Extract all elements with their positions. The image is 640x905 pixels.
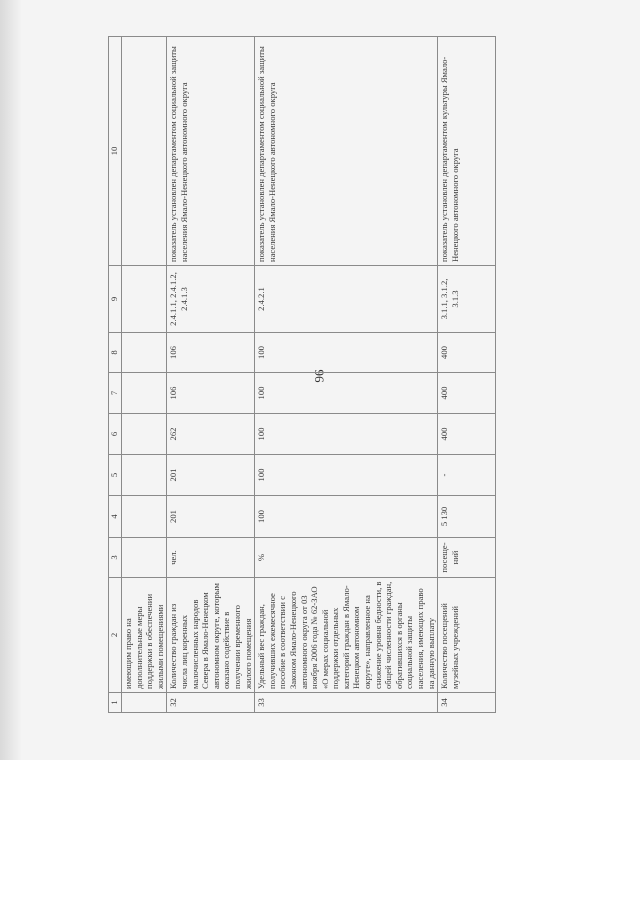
header-cell: 8 [109, 333, 122, 373]
value-cell [122, 373, 167, 414]
table-row [438, 37, 496, 713]
value-cell [122, 333, 167, 373]
header-cell: 10 [109, 37, 122, 266]
unit-cell [122, 538, 167, 578]
table-row [255, 37, 438, 713]
value-cell: 400 [438, 373, 496, 414]
value-cell: 100 [255, 496, 438, 538]
table-rotated-frame [108, 37, 603, 713]
value-cell: 201 [167, 496, 255, 538]
unit-cell: посеще-ний [438, 538, 496, 578]
value-cell: 100 [255, 333, 438, 373]
value-cell: 100 [255, 455, 438, 496]
header-cell: 3 [109, 538, 122, 578]
row-number [122, 693, 167, 713]
table-container [108, 37, 603, 713]
value-cell [122, 496, 167, 538]
header-cell: 7 [109, 373, 122, 414]
value-cell: 262 [167, 414, 255, 455]
row-number: 32 [167, 693, 255, 713]
indicator-name: Количество посещений музейных учреждений [438, 578, 496, 693]
row-number: 34 [438, 693, 496, 713]
header-cell: 1 [109, 693, 122, 713]
unit-cell: % [255, 538, 438, 578]
value-cell: 400 [438, 414, 496, 455]
unit-cell: чел. [167, 538, 255, 578]
value-cell: 201 [167, 455, 255, 496]
header-cell: 5 [109, 455, 122, 496]
note-cell: показатель установлен департаментом социальной защиты населения Ямало-Ненецкого автономного округа [255, 37, 438, 266]
activity-codes: 2.4.1.1, 2.4.1.2, 2.4.1.3 [167, 266, 255, 333]
note-cell: показатель установлен департаментом социальной защиты населения Ямало-Ненецкого автономного округа [167, 37, 255, 266]
value-cell: 100 [255, 414, 438, 455]
page-number: 96 [312, 369, 327, 383]
value-cell: 400 [438, 333, 496, 373]
indicator-name: Удельный вес граждан, получивших ежемесячное пособие в соответствии с Законом Ямало-Ненецкого автономного округа от 03 ноября 2006 года № 62-ЗАО «О мерах социальной поддержки отдельных категорий граждан в Ямало-Ненецком автономном округе», направленное на снижение уровня бедности, в общей численности граждан, обратившихся в органы социальной защиты населения, имеющих право на данную выплату [255, 578, 438, 693]
value-cell: 100 [255, 373, 438, 414]
indicator-name: Количество граждан из числа лиц коренных малочисленных народов Севера в Ямало-Ненецком автономном округе, которым оказано содействие в получении временного жилого помещения [167, 578, 255, 693]
activity-codes [122, 266, 167, 333]
note-cell: показатель установлен департаментом культуры Ямало-Ненецкого автономного округа [438, 37, 496, 266]
scan-shadow [0, 0, 22, 760]
value-cell: 106 [167, 373, 255, 414]
note-cell [122, 37, 167, 266]
value-cell [122, 455, 167, 496]
table-header-row [109, 37, 122, 713]
indicator-name: имеющим право на дополнительные меры поддержки в обеспечении жилыми помещениями [122, 578, 167, 693]
activity-codes: 3.1.1, 3.1.2, 3.1.3 [438, 266, 496, 333]
header-cell: 9 [109, 266, 122, 333]
table-row [122, 37, 167, 713]
value-cell: 5 130 [438, 496, 496, 538]
header-cell: 2 [109, 578, 122, 693]
activity-codes: 2.4.2.1 [255, 266, 438, 333]
value-cell [122, 414, 167, 455]
value-cell: - [438, 455, 496, 496]
row-number: 33 [255, 693, 438, 713]
value-cell: 106 [167, 333, 255, 373]
indicators-table [108, 36, 496, 713]
header-cell: 4 [109, 496, 122, 538]
header-cell: 6 [109, 414, 122, 455]
table-row [167, 37, 255, 713]
